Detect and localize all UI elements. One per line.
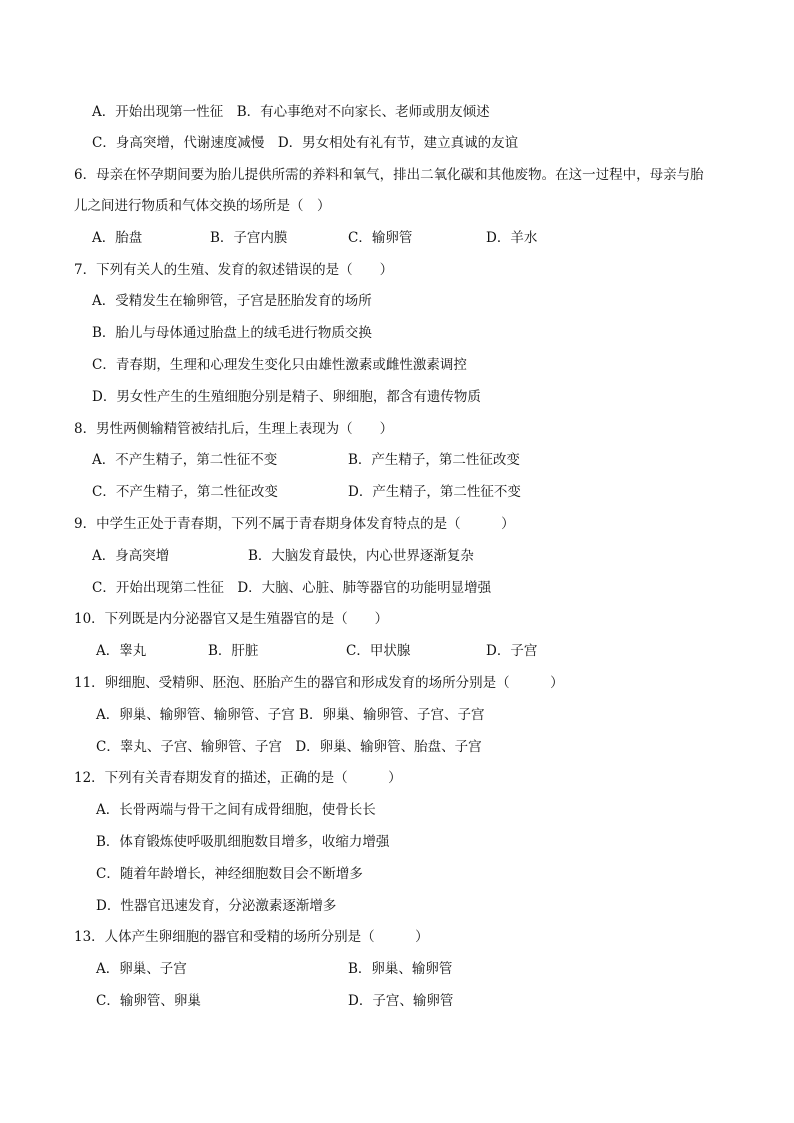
q8-options-row1	[92, 451, 712, 469]
q6-option-a: A．胎盘	[92, 230, 143, 246]
q7-option-c: C．青春期，生理和心理发生变化只由雄性激素或雌性激素调控	[92, 357, 467, 373]
q9-options-row1	[92, 547, 712, 565]
q12-option-c: C．随着年龄增长，神经细胞数目会不断增多	[96, 866, 363, 882]
q13-stem: 13．人体产生卵细胞的器官和受精的场所分别是（ ）	[74, 929, 429, 945]
q12-stem: 12．下列有关青春期发育的描述，正确的是（ ）	[74, 770, 402, 786]
q5-options-row2: C．身高突增，代谢速度减慢 D．男女相处有礼有节，建立真诚的友谊	[92, 135, 519, 151]
q13-option-a: A．卵巢、子宫	[96, 961, 187, 977]
q7-option-d: D．男女性产生的生殖细胞分别是精子、卵细胞，都含有遗传物质	[92, 389, 481, 405]
q13-option-d: D．子宫、输卵管	[348, 993, 454, 1009]
q8-option-a: A．不产生精子，第二性征不变	[92, 452, 278, 468]
q11-options-row2: C．睾丸、子宫、输卵管、子宫 D．卵巢、输卵管、胎盘、子宫	[96, 739, 482, 755]
q12-option-d: D．性器官迅速发育，分泌激素逐渐增多	[96, 898, 337, 914]
q13-options-row2	[96, 992, 716, 1010]
q9-option-b: B．大脑发育最快，内心世界逐渐复杂	[248, 548, 474, 564]
q8-stem: 8．男性两侧输精管被结扎后，生理上表现为（ ）	[74, 421, 394, 437]
q10-option-a: A．睾丸	[96, 643, 147, 659]
q6-stem-line2: 儿之间进行物质和气体交换的场所是（ ）	[74, 198, 331, 214]
q9-options-row2: C．开始出现第二性征 D．大脑、心脏、肺等器官的功能明显增强	[92, 580, 492, 596]
q10-option-b: B．肝脏	[208, 643, 259, 659]
q8-option-b: B．产生精子，第二性征改变	[348, 452, 520, 468]
q10-options	[96, 642, 716, 660]
q8-option-d: D．产生精子，第二性征不变	[348, 484, 521, 500]
q10-stem: 10．下列既是内分泌器官又是生殖器官的是（ ）	[74, 611, 389, 627]
q9-option-a: A．身高突增	[92, 548, 170, 564]
q6-option-d: D．羊水	[486, 230, 538, 246]
q13-option-c: C．输卵管、卵巢	[96, 993, 201, 1009]
q6-options	[92, 229, 712, 247]
q9-stem: 9．中学生正处于青春期，下列不属于青春期身体发育特点的是（ ）	[74, 516, 515, 532]
q7-stem: 7．下列有关人的生殖、发育的叙述错误的是（ ）	[74, 262, 394, 278]
q6-option-c: C．输卵管	[348, 230, 413, 246]
q10-option-d: D．子宫	[486, 643, 538, 659]
q12-option-b: B．体育锻炼使呼吸肌细胞数目增多，收缩力增强	[96, 834, 390, 850]
q12-option-a: A．长骨两端与骨干之间有成骨细胞，使骨长长	[96, 802, 376, 818]
q7-option-a: A．受精发生在输卵管，子宫是胚胎发育的场所	[92, 293, 372, 309]
q8-option-c: C．不产生精子，第二性征改变	[92, 484, 278, 500]
q5-options-row1: A．开始出现第一性征 B．有心事绝对不向家长、老师或朋友倾述	[92, 104, 490, 120]
q11-options-row1: A．卵巢、输卵管、输卵管、子宫 B．卵巢、输卵管、子宫、子宫	[96, 707, 485, 723]
q8-options-row2	[92, 483, 712, 501]
q6-stem-line1: 6．母亲在怀孕期间要为胎儿提供所需的养料和氧气，排出二氧化碳和其他废物。在这一过程中，母亲与胎	[74, 167, 704, 183]
q13-option-b: B．卵巢、输卵管	[348, 961, 453, 977]
q11-stem: 11．卵细胞、受精卵、胚泡、胚胎产生的器官和形成发育的场所分别是（ ）	[74, 675, 564, 691]
q6-option-b: B．子宫内膜	[210, 230, 288, 246]
q7-option-b: B．胎儿与母体通过胎盘上的绒毛进行物质交换	[92, 325, 372, 341]
q13-options-row1	[96, 960, 716, 978]
q10-option-c: C．甲状腺	[346, 643, 411, 659]
